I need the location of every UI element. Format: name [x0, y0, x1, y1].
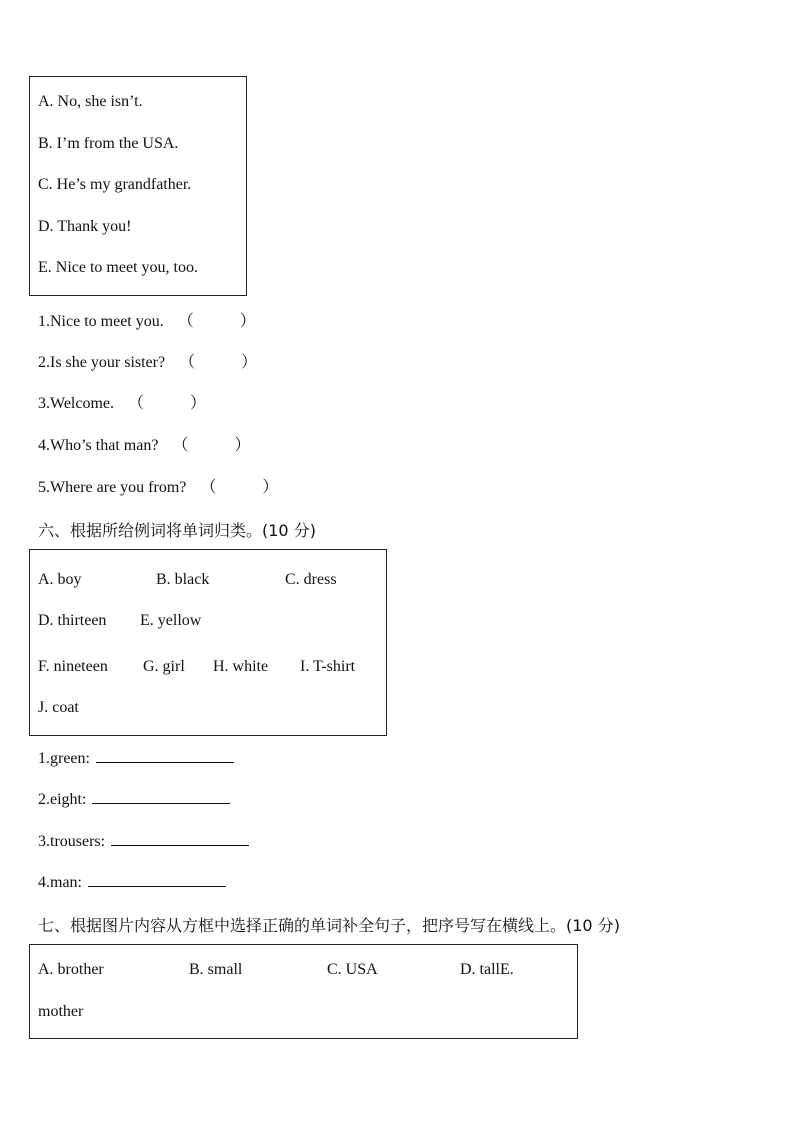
word-d: D. thirteen: [38, 612, 107, 629]
question-text: 4.Who’s that man?: [38, 437, 159, 454]
answer-paren-open[interactable]: （: [128, 395, 145, 412]
answer-paren-close: ）: [234, 437, 251, 454]
word-c: C. dress: [285, 571, 337, 588]
question-6-1: [38, 748, 234, 768]
question-6-3: [38, 831, 249, 851]
answer-paren-open[interactable]: （: [200, 479, 217, 496]
answer-blank[interactable]: [111, 831, 249, 846]
question-text: 3.trousers:: [38, 833, 106, 850]
question-text: 4.man:: [38, 874, 82, 891]
word-c: C. USA: [327, 961, 378, 978]
question-text: 1.Nice to meet you.: [38, 313, 164, 330]
word-a: A. boy: [38, 571, 82, 588]
option-c: C. He’s my grandfather.: [38, 176, 192, 193]
question-text: 3.Welcome.: [38, 395, 115, 412]
answer-paren-close: ）: [262, 479, 279, 496]
question-6-2: [38, 789, 230, 809]
word-i: I. T-shirt: [300, 658, 356, 675]
question-5-4: [38, 432, 250, 455]
word-g: G. girl: [143, 658, 185, 675]
word-e: mother: [38, 1003, 84, 1020]
answer-blank[interactable]: [96, 748, 234, 763]
word-b: B. black: [156, 571, 210, 588]
option-d: D. Thank you!: [38, 218, 132, 235]
option-e: E. Nice to meet you, too.: [38, 259, 198, 276]
section-7-heading: 七、根据图片内容从方框中选择正确的单词补全句子，把序号写在横线上。(10 分): [38, 916, 620, 935]
question-5-1: [38, 308, 256, 331]
answer-paren-close: ）: [241, 354, 258, 371]
answer-paren-close: ）: [239, 313, 256, 330]
section-6-heading: 六、根据所给例词将单词归类。(10 分): [38, 521, 316, 540]
word-box-section7: [29, 944, 578, 1039]
word-b: B. small: [189, 961, 243, 978]
word-a: A. brother: [38, 961, 104, 978]
option-b: B. I’m from the USA.: [38, 135, 179, 152]
question-text: 5.Where are you from?: [38, 479, 187, 496]
question-6-4: [38, 872, 226, 892]
answer-paren-close: ）: [190, 395, 207, 412]
question-5-5: [38, 474, 278, 497]
answer-blank[interactable]: [92, 789, 230, 804]
question-text: 2.Is she your sister?: [38, 354, 166, 371]
word-j: J. coat: [38, 699, 79, 716]
question-text: 2.eight:: [38, 791, 87, 808]
answer-paren-open[interactable]: （: [172, 437, 189, 454]
answer-paren-open[interactable]: （: [177, 313, 194, 330]
question-5-2: [38, 349, 257, 372]
question-5-3: [38, 390, 206, 413]
answer-blank[interactable]: [88, 872, 226, 887]
word-e: E. yellow: [140, 612, 202, 629]
word-h: H. white: [213, 658, 269, 675]
word-f: F. nineteen: [38, 658, 108, 675]
word-d: D. tallE.: [460, 961, 514, 978]
question-text: 1.green:: [38, 750, 90, 767]
answer-paren-open[interactable]: （: [179, 354, 196, 371]
option-a: A. No, she isn’t.: [38, 93, 143, 110]
